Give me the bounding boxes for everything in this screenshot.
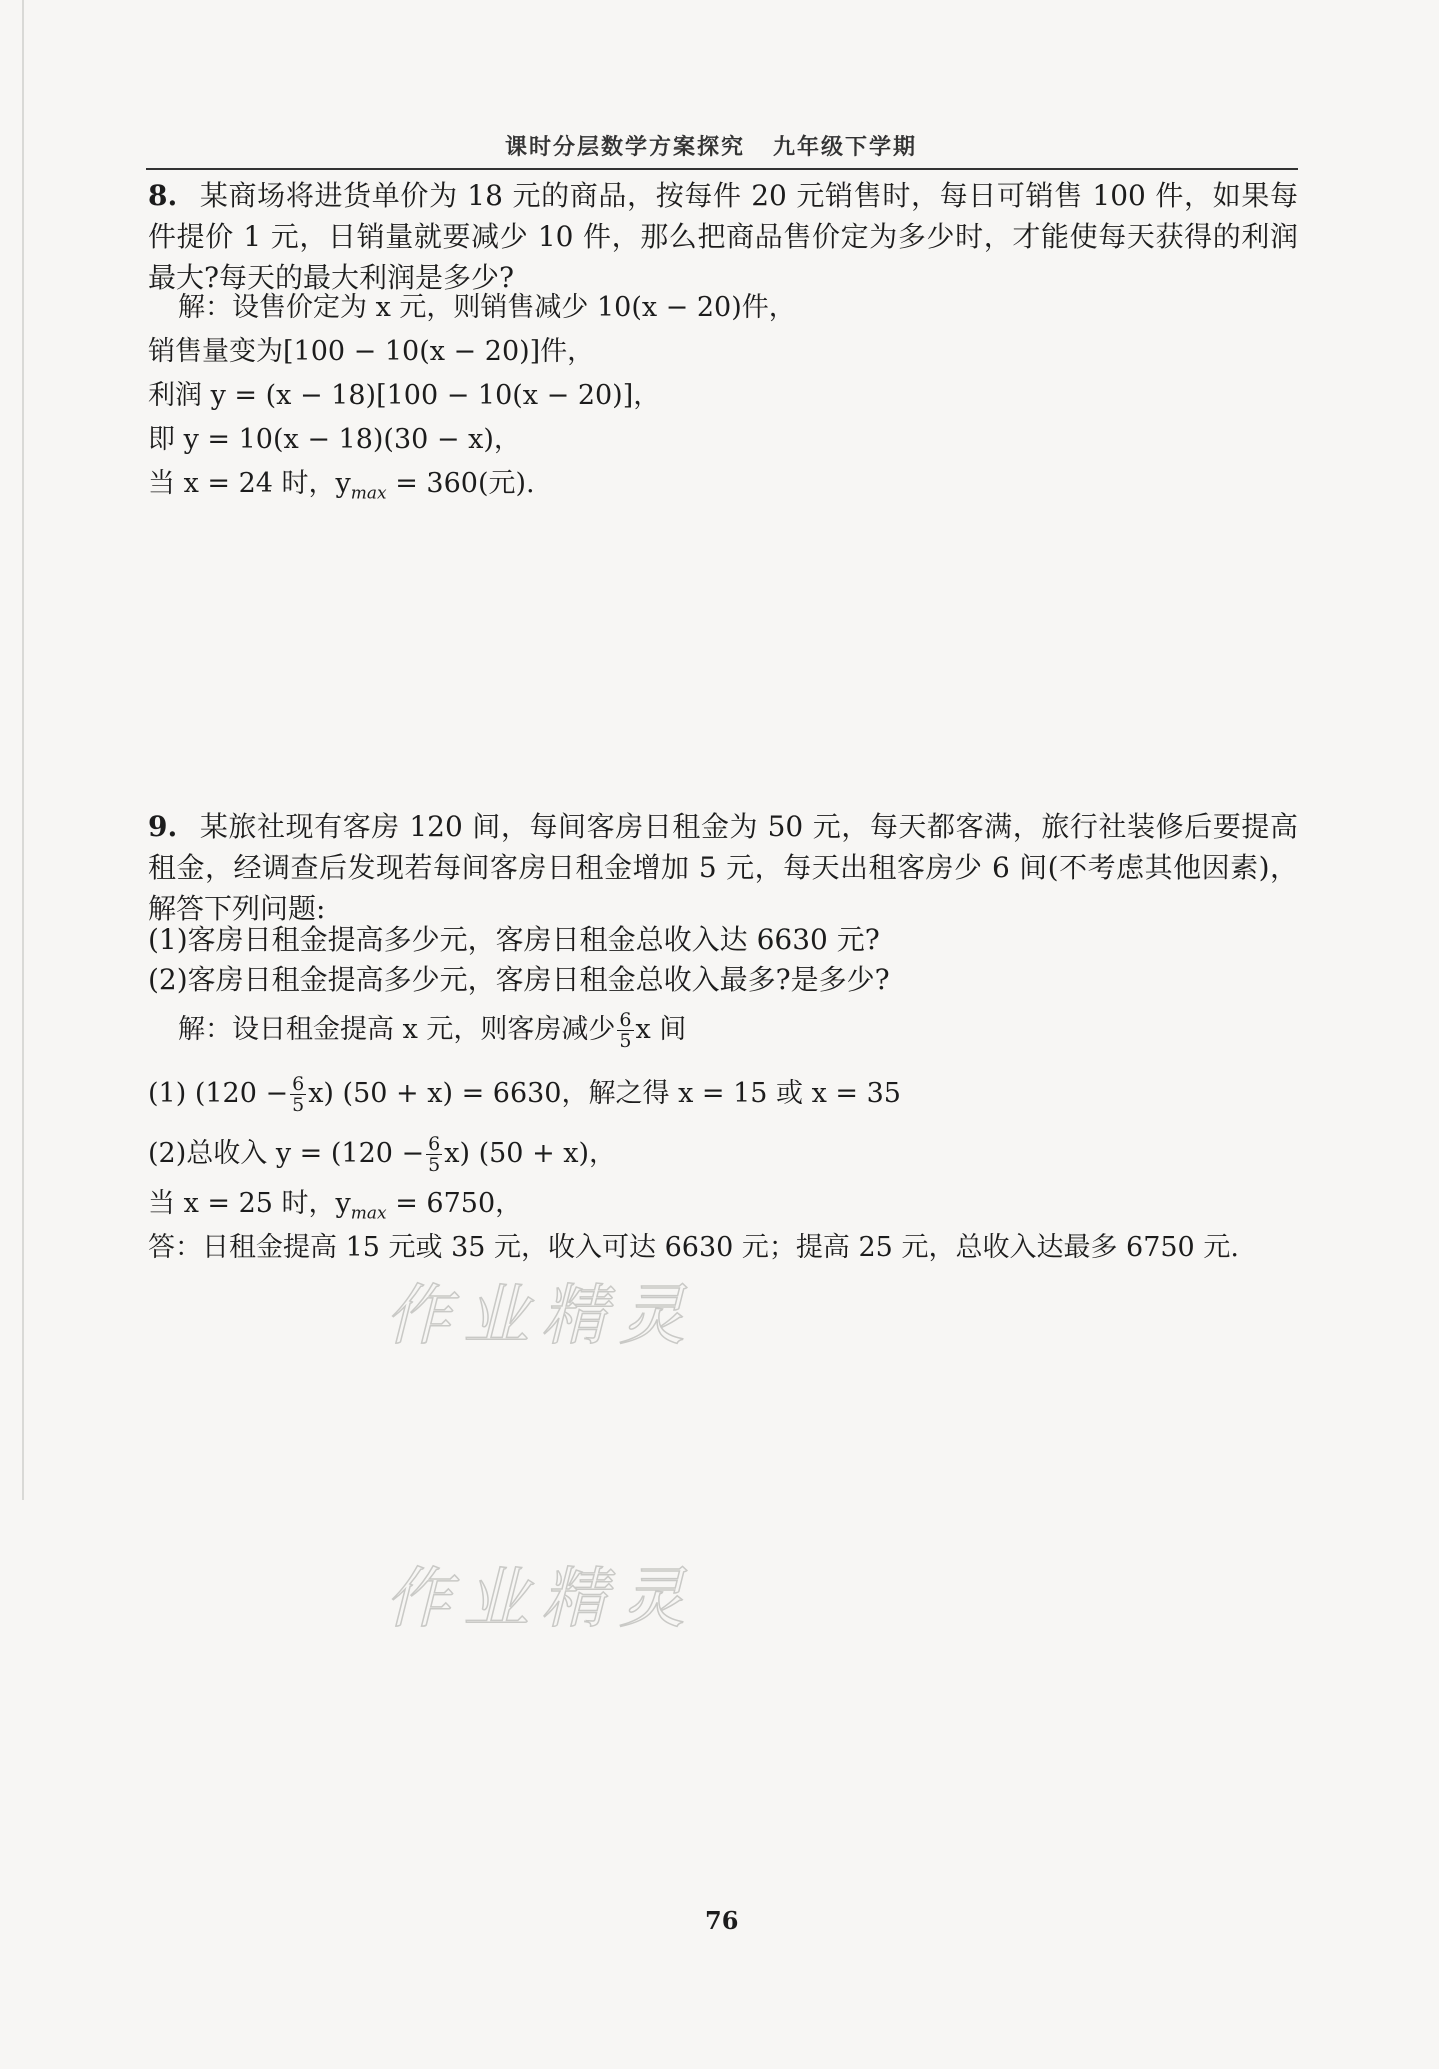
q9-answer: 答：日租金提高 15 元或 35 元，收入可达 6630 元；提高 25 元，总收入达最多 6750 元. (148, 1232, 1239, 1263)
fraction-six-fifths (290, 1074, 306, 1115)
question-8-number: 8. (148, 179, 178, 212)
fraction-denominator: 5 (292, 1094, 305, 1116)
fraction-denominator: 5 (619, 1030, 632, 1052)
q9-equation-2-prefix: (2)总收入 y = (120 − (148, 1138, 425, 1169)
page-edge-shadow (22, 0, 24, 1500)
q9-equation-2-suffix: x) (50 + x)， (444, 1138, 617, 1169)
header-rule (146, 168, 1298, 170)
q8-result-prefix: 当 x = 24 时，y (148, 468, 351, 499)
q8-solution-line-4: 即 y = 10(x − 18)(30 − x)， (148, 424, 521, 455)
q9-equation-2 (148, 1134, 616, 1175)
q9-result-line (148, 1186, 522, 1231)
question-9-text: 某旅社现有客房 120 间，每间客房日租金为 50 元，每天都客满，旅行社装修后要提高租金，经调查后发现若每间客房日租金增加 5 元，每天出租客房少 6 间(不考虑其他因素)，解答下列问题: (148, 810, 1298, 925)
q9-equation-1-prefix: (1) (120 − (148, 1078, 289, 1109)
fraction-numerator: 6 (619, 1009, 632, 1031)
fraction-six-fifths (426, 1134, 442, 1175)
q9-result-subscript: max (350, 1203, 387, 1224)
fraction-six-fifths (617, 1010, 633, 1051)
q9-part-1: (1)客房日租金提高多少元，客房日租金总收入达 6630 元? (148, 923, 880, 956)
q9-solution-intro (178, 1010, 686, 1051)
q9-solution-intro-text: 解：设日租金提高 x 元，则客房减少 (178, 1014, 616, 1045)
page-number: 76 (705, 1906, 739, 1935)
q8-solution-line-3: 利润 y = (x − 18)[100 − 10(x − 20)]， (148, 380, 661, 411)
q8-result-suffix: = 360(元). (386, 468, 535, 499)
fraction-denominator: 5 (428, 1154, 441, 1176)
q9-result-suffix: = 6750， (386, 1188, 523, 1219)
watermark-1: 作业精灵 (385, 1277, 697, 1354)
q8-solution-line-1: 解：设售价定为 x 元，则销售减少 10(x − 20)件， (178, 292, 796, 323)
question-9-number: 9. (148, 810, 178, 843)
fraction-numerator: 6 (428, 1133, 441, 1155)
q9-equation-1-suffix: x) (50 + x) = 6630，解之得 x = 15 或 x = 35 (308, 1078, 901, 1109)
q9-part-2: (2)客房日租金提高多少元，客房日租金总收入最多?是多少? (148, 963, 890, 996)
running-header (505, 130, 917, 161)
grade-label: 九年级下学期 (773, 135, 918, 160)
question-8-text: 某商场将进货单价为 18 元的商品，按每件 20 元销售时，每日可销售 100 件，如果每件提价 1 元，日销量就要减少 10 件，那么把商品售价定为多少时，才能使每天获得的利润最大?每天的最大利润是多少? (148, 179, 1298, 294)
q9-solution-intro-end: x 间 (635, 1014, 687, 1045)
book-title: 课时分层数学方案探究 (505, 135, 746, 160)
watermark-2: 作业精灵 (385, 1560, 697, 1637)
q8-result-subscript: max (350, 483, 387, 504)
q8-solution-line-2: 销售量变为[100 − 10(x − 20)]件， (148, 336, 595, 367)
q8-result-line (148, 466, 535, 511)
q9-equation-1 (148, 1074, 901, 1115)
fraction-numerator: 6 (292, 1073, 305, 1095)
q9-result-prefix: 当 x = 25 时，y (148, 1188, 351, 1219)
question-9 (148, 806, 1298, 929)
question-8 (148, 175, 1298, 298)
